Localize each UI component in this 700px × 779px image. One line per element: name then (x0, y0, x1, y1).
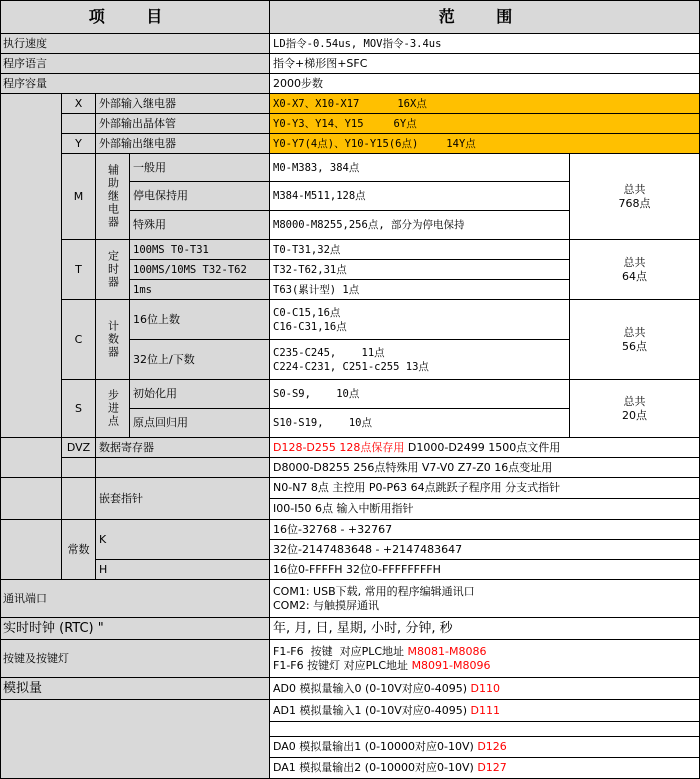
const-h-code: H (96, 560, 270, 580)
m-row-1-value: M384-M511,128点 (270, 182, 570, 211)
keys-value-1-red: M8081-M8086 (407, 644, 487, 658)
y-relay-value-count: 14Y点 (446, 137, 476, 150)
t-total (570, 240, 700, 300)
comm-label: 通讯端口 (0, 580, 270, 618)
s-total-count: 20点 (622, 408, 647, 422)
c-code: C (62, 300, 96, 380)
c-row-0-label: 16位上数 (130, 300, 270, 340)
analog-blank (0, 700, 270, 779)
s-row-1-value: S10-S19, 10点 (270, 409, 570, 438)
c-row-1-label: 32位上/下数 (130, 340, 270, 380)
c-row-0-value (270, 300, 570, 340)
c-row-1-value-1: C235-C245, 11点 (273, 346, 385, 359)
const-k-value-1: 16位-32768 - +32767 (270, 520, 700, 540)
t-code: T (62, 240, 96, 300)
c-group-text: 计数器 (106, 320, 120, 359)
s-row-0-value: S0-S9, 10点 (270, 380, 570, 409)
y-transistor-label: 外部输出晶体管 (96, 114, 270, 134)
nest-value-1: N0-N7 8点 主控用 P0-P63 64点跳跃子程序用 分支式指针 (270, 478, 700, 499)
header-range: 范 围 (270, 0, 700, 34)
dvz-blank (0, 438, 62, 478)
prog-cap-label: 程序容量 (0, 74, 270, 94)
const-label: 常数 (62, 520, 96, 580)
m-row-2-value: M8000-M8255,256点, 部分为停电保持 (270, 211, 570, 240)
analog-row-0-text: AD0 模拟量输入0 (0-10V对应0-4095) (273, 681, 471, 695)
analog-row-2-red: D126 (477, 740, 507, 753)
x-value-count: 16X点 (397, 97, 427, 110)
m-row-2-label: 特殊用 (130, 211, 270, 240)
c-row-1-value-2: C224-C231, C251-c255 13点 (273, 360, 429, 373)
prog-cap-value: 2000步数 (270, 74, 700, 94)
x-value (270, 94, 700, 114)
x-code: X (62, 94, 96, 114)
const-blank (0, 520, 62, 580)
s-total (570, 380, 700, 438)
c-row-1-value (270, 340, 570, 380)
keys-value-2-text: F1-F6 按键灯 对应PLC地址 (273, 658, 412, 672)
analog-row-1-red: D111 (470, 703, 500, 717)
c-group-label (96, 300, 130, 380)
c-row-0-value-1: C0-C15,16点 (273, 306, 341, 319)
header-item: 项 目 (0, 0, 270, 34)
t-row-0-value: T0-T31,32点 (270, 240, 570, 260)
dvz-code: DVZ (62, 438, 96, 458)
t-row-2-label: 1ms (130, 280, 270, 300)
m-row-0-value: M0-M383, 384点 (270, 154, 570, 182)
y-relay-label: 外部输出继电器 (96, 134, 270, 154)
t-row-2-value: T63(累计型) 1点 (270, 280, 570, 300)
dvz-label-blank (96, 458, 270, 478)
dvz-label: 数据寄存器 (96, 438, 270, 458)
y-transistor-code-blank (62, 114, 96, 134)
const-k-value-2: 32位-2147483648 - +2147483647 (270, 540, 700, 560)
analog-row-0 (270, 678, 700, 700)
y-transistor-value (270, 114, 700, 134)
keys-label: 按键及按键灯 (0, 640, 270, 678)
exec-speed-value: LD指令-0.54us, MOV指令-3.4us (270, 34, 700, 54)
dvz-value (270, 438, 700, 458)
keys-value-2 (273, 659, 491, 673)
comm-value-1: COM1: USB下载, 常用的程序编辑通讯口 (273, 584, 475, 598)
analog-row-1 (270, 700, 700, 722)
comm-value-2: COM2: 与触摸屏通讯 (273, 598, 380, 612)
s-group-text: 步进点 (106, 389, 120, 428)
m-total (570, 154, 700, 240)
io-group-blank (0, 94, 62, 438)
s-code: S (62, 380, 96, 438)
exec-speed-label: 执行速度 (0, 34, 270, 54)
analog-spacer (270, 722, 700, 737)
m-row-1-label: 停电保持用 (130, 182, 270, 211)
rtc-value: 年, 月, 日, 星期, 小时, 分钟, 秒 (270, 618, 700, 640)
s-row-0-label: 初始化用 (130, 380, 270, 409)
m-row-0-label: 一般用 (130, 154, 270, 182)
const-h-value: 16位0-FFFFH 32位0-FFFFFFFFH (270, 560, 700, 580)
t-row-1-label: 100MS/10MS T32-T62 (130, 260, 270, 280)
dvz-value-red: D128-D255 128点保存用 (273, 440, 405, 454)
prog-lang-label: 程序语言 (0, 54, 270, 74)
dvz-value-2: D8000-D8255 256点特殊用 V7-V0 Z7-Z0 16点变址用 (270, 458, 700, 478)
t-group-label (96, 240, 130, 300)
x-value-range: X0-X7、X10-X17 (273, 97, 360, 110)
m-code: M (62, 154, 96, 240)
s-group-label (96, 380, 130, 438)
dvz-value-rest: D1000-D2499 1500点文件用 (404, 440, 561, 454)
keys-value-2-red: M8091-M8096 (411, 658, 491, 672)
keys-value-1-text: F1-F6 按键 对应PLC地址 (273, 644, 408, 658)
analog-label: 模拟量 (0, 678, 270, 700)
y-relay-code: Y (62, 134, 96, 154)
nest-blank-2 (62, 478, 96, 520)
c-row-0-value-2: C16-C31,16点 (273, 320, 347, 333)
s-total-label: 总共 (623, 394, 646, 408)
analog-row-1-text: AD1 模拟量输入1 (0-10V对应0-4095) (273, 703, 471, 717)
comm-value (270, 580, 700, 618)
t-row-1-value: T32-T62,31点 (270, 260, 570, 280)
prog-lang-value: 指令+梯形图+SFC (270, 54, 700, 74)
m-total-label: 总共 (623, 182, 646, 196)
keys-value-1 (273, 645, 487, 659)
t-group-text: 定时器 (106, 250, 120, 289)
t-row-0-label: 100MS T0-T31 (130, 240, 270, 260)
x-label: 外部输入继电器 (96, 94, 270, 114)
y-transistor-value-count: 6Y点 (393, 117, 417, 130)
c-total-count: 56点 (622, 339, 647, 353)
const-k-code: K (96, 520, 270, 560)
analog-row-3-red: D127 (477, 761, 507, 774)
keys-value (270, 640, 700, 678)
y-relay-value (270, 134, 700, 154)
nest-value-2: I00-I50 6点 输入中断用指针 (270, 499, 700, 520)
y-transistor-value-range: Y0-Y3、Y14、Y15 (273, 117, 364, 130)
rtc-label: 实时时钟 (RTC) " (0, 618, 270, 640)
analog-row-2-text: DA0 模拟量输出1 (0-10000对应0-10V) (273, 740, 478, 753)
nest-blank-1 (0, 478, 62, 520)
nest-label: 嵌套指针 (96, 478, 270, 520)
dvz-code-blank (62, 458, 96, 478)
m-total-count: 768点 (618, 196, 651, 210)
m-group-label (96, 154, 130, 240)
analog-row-3 (270, 758, 700, 779)
m-group-text: 辅助继电器 (106, 164, 120, 229)
c-total (570, 300, 700, 380)
c-total-label: 总共 (623, 325, 646, 339)
s-row-1-label: 原点回归用 (130, 409, 270, 438)
analog-row-2 (270, 737, 700, 758)
t-total-label: 总共 (623, 255, 646, 269)
t-total-count: 64点 (622, 269, 647, 283)
y-relay-value-range: Y0-Y7(4点)、Y10-Y15(6点) (273, 137, 419, 150)
analog-row-0-red: D110 (470, 681, 500, 695)
analog-row-3-text: DA1 模拟量输出2 (0-10000对应0-10V) (273, 761, 478, 774)
